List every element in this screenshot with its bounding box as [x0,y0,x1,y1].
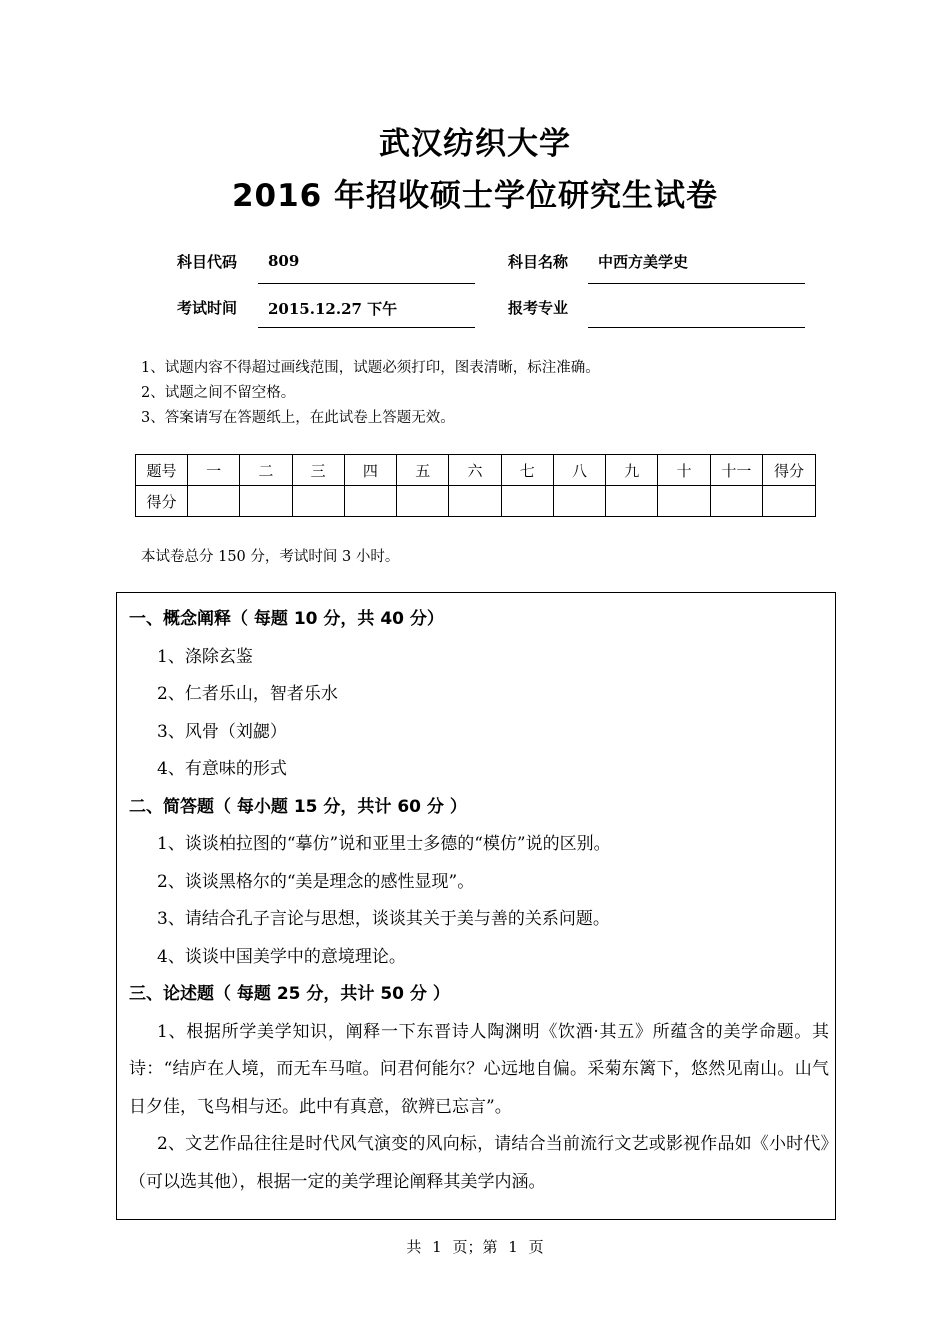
score-table-header-cell: 十一 [710,455,762,486]
score-table-header-cell: 一 [188,455,240,486]
score-table-header-cell: 八 [553,455,605,486]
instruction-line: 2、试题之间不留空格。 [141,385,296,401]
question-item: 1、涤除玄鉴 [157,646,253,667]
score-table [135,454,816,517]
university-title: 武汉纺织大学 [379,126,571,162]
score-table-header-cell: 七 [501,455,553,486]
major-label: 报考专业 [508,299,569,317]
instruction-line: 3、答案请写在答题纸上，在此试卷上答题无效。 [141,410,455,426]
subject-name-label: 科目名称 [508,253,569,271]
exam-time-label: 考试时间 [177,299,238,317]
score-table-header-cell: 得分 [763,455,816,486]
question-item: 3、风骨（刘勰） [157,721,287,742]
section-title-concepts: 一、概念阐释（ 每题 10 分，共 40 分） [129,609,444,629]
score-table-header-cell: 题号 [136,455,188,486]
section-title-short-answer: 二、简答题（ 每小题 15 分，共计 60 分 ） [129,796,467,817]
score-table-header-cell: 三 [292,455,344,486]
score-table-header-row [136,455,816,486]
score-cell [501,486,553,517]
questions-box [116,592,836,1220]
instructions [141,356,600,431]
score-table-header-cell: 五 [397,455,449,486]
subject-code-underline [258,283,475,284]
score-table-header-cell: 二 [240,455,292,486]
question-item: 2、文艺作品往往是时代风气演变的风向标，请结合当前流行文艺或影视作品如《小时代》（可以选其他），根据一定的美学理论阐释其美学内涵。 [129,1134,829,1192]
questions-content [129,601,829,1201]
score-cell [188,486,240,517]
score-table-score-row [136,486,816,517]
major-underline [588,327,805,328]
score-table-header-cell: 四 [344,455,396,486]
question-item: 1、根据所学美学知识，阐释一下东晋诗人陶渊明《饮酒·其五》所蕴含的美学命题。其诗：“结庐在人境，而无车马喧。问君何能尔？心远地自偏。采菊东篱下，悠然见南山。山气日夕佳，飞鸟相与还。此中有真意，欲辨已忘言”。 [129,1021,829,1117]
question-item: 4、有意味的形式 [157,759,287,779]
subject-code-label: 科目代码 [177,253,238,271]
subject-name-value: 中西方美学史 [598,253,689,271]
score-cell [553,486,605,517]
score-cell [658,486,710,517]
score-cell [344,486,396,517]
score-row-label: 得分 [136,486,188,517]
score-cell [397,486,449,517]
total-score-note: 本试卷总分 150 分，考试时间 3 小时。 [141,549,400,565]
subject-code-value: 809 [268,252,300,270]
exam-time-underline [258,327,475,328]
instruction-line: 1、试题内容不得超过画线范围，试题必须打印，图表清晰，标注准确。 [141,360,600,376]
page-footer: 共 1 页；第 1 页 [406,1238,544,1256]
score-cell [606,486,658,517]
score-cell [449,486,501,517]
question-item: 1、谈谈柏拉图的“摹仿”说和亚里士多德的“模仿”说的区别。 [157,834,611,854]
question-item: 4、谈谈中国美学中的意境理论。 [157,946,406,967]
section-title-essay: 三、论述题（ 每题 25 分，共计 50 分 ） [129,984,450,1004]
score-table-header-cell: 六 [449,455,501,486]
exam-title: 2016 年招收硕士学位研究生试卷 [231,178,719,214]
score-cell [763,486,816,517]
question-item: 2、仁者乐山，智者乐水 [157,684,338,704]
score-cell [710,486,762,517]
exam-time-value: 2015.12.27 下午 [268,300,398,318]
question-item: 3、请结合孔子言论与思想，谈谈其关于美与善的关系问题。 [157,909,610,929]
score-table-header-cell: 九 [606,455,658,486]
subject-name-underline [588,283,805,284]
score-table-header-cell: 十 [658,455,710,486]
question-item: 2、谈谈黑格尔的“美是理念的感性显现”。 [157,871,475,892]
score-cell [240,486,292,517]
score-cell [292,486,344,517]
